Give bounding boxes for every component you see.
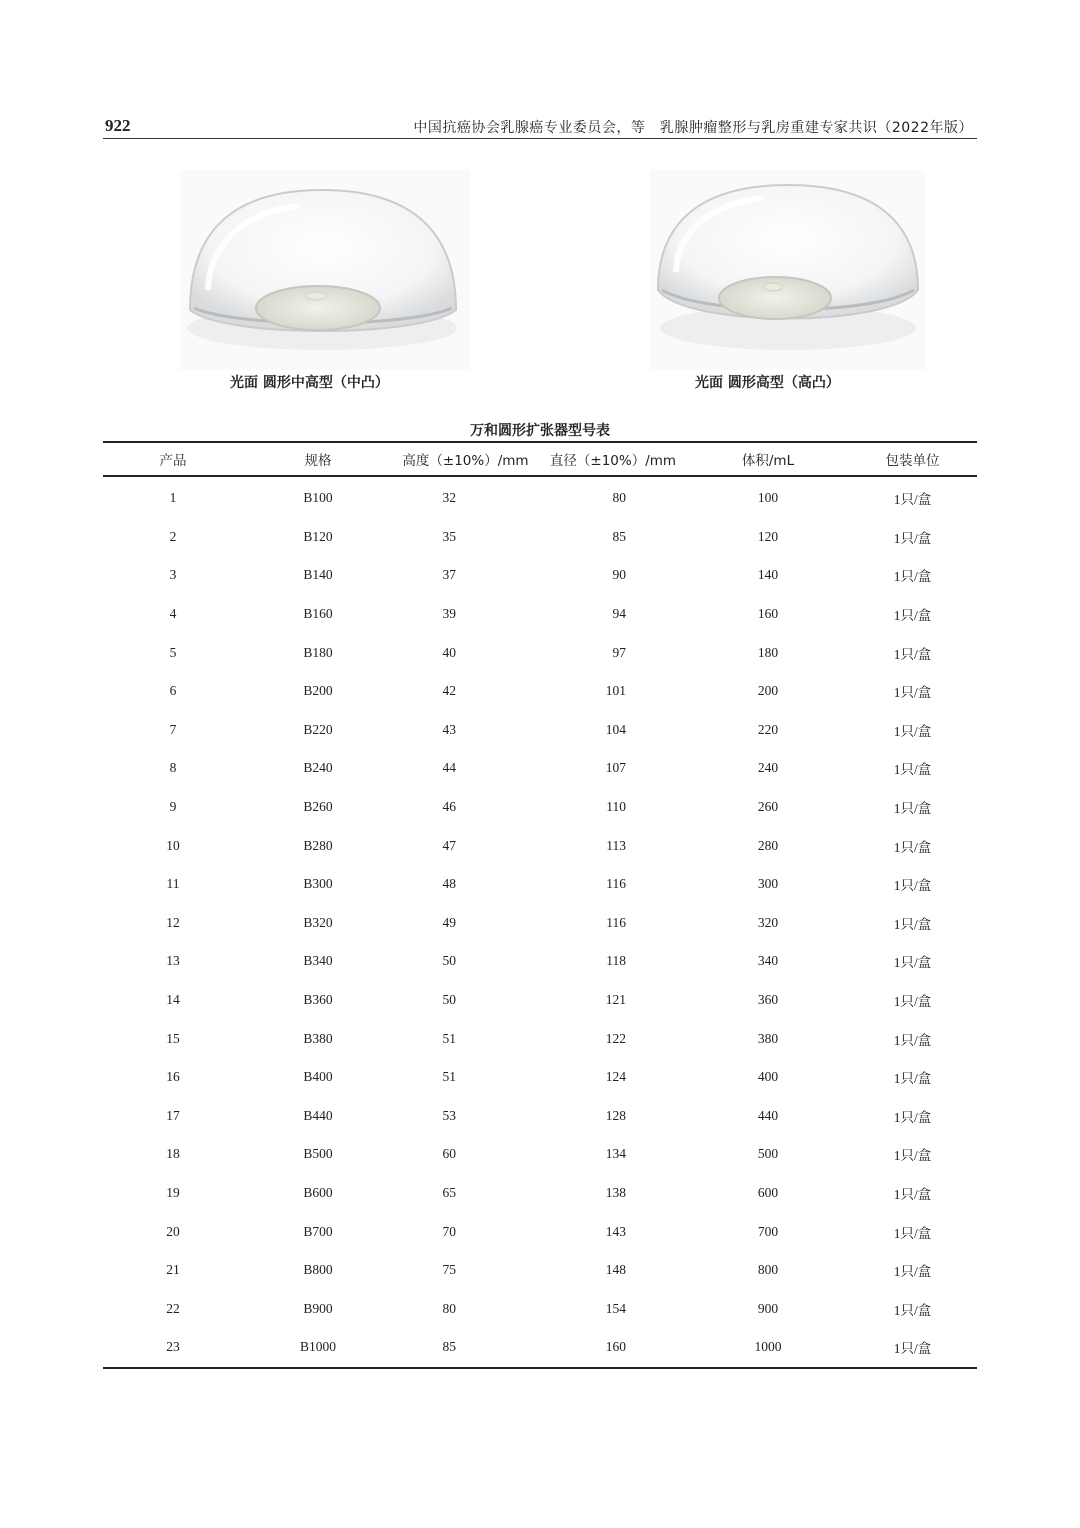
table-cell: 1只/盒 — [893, 762, 932, 778]
table-cell: 1只/盒 — [893, 1302, 932, 1318]
table-cell: 32 — [442, 490, 456, 506]
table-row — [103, 518, 977, 557]
table-cell: 143 — [605, 1223, 626, 1239]
table-cell: 340 — [757, 953, 779, 969]
table-cell: 20 — [166, 1223, 180, 1239]
table-cell: 11 — [166, 876, 180, 892]
table-cell: 240 — [757, 760, 779, 776]
table-cell: B500 — [303, 1146, 333, 1162]
table-cell: 138 — [605, 1184, 626, 1200]
column-header: 体积/mL — [688, 442, 848, 476]
table-row — [103, 633, 977, 672]
table-cell: 280 — [757, 837, 779, 853]
table-cell: 51 — [442, 1030, 456, 1046]
running-title: 中国抗癌协会乳腺癌专业委员会，等 乳腺肿瘤整形与乳房重建专家共识（2022年版） — [413, 120, 973, 136]
table-cell: 39 — [442, 606, 456, 622]
table-cell: 65 — [442, 1184, 456, 1200]
table-cell: 104 — [605, 721, 626, 737]
table-cell: 7 — [169, 721, 177, 737]
table-row — [103, 476, 977, 518]
table-row — [103, 981, 977, 1020]
table-cell: 140 — [757, 567, 779, 583]
table-cell: 70 — [442, 1223, 456, 1239]
table-cell: 49 — [442, 914, 456, 930]
table-cell: 800 — [757, 1262, 779, 1278]
table-cell: 1只/盒 — [893, 1109, 932, 1125]
table-cell: 110 — [606, 799, 626, 815]
table-cell: 5 — [169, 644, 177, 660]
table-cell: 97 — [612, 644, 626, 660]
table-cell: 128 — [605, 1107, 626, 1123]
table-cell: 80 — [442, 1300, 456, 1316]
table-cell: B300 — [303, 876, 333, 892]
table-cell: 85 — [393, 1328, 538, 1368]
table-cell: 16 — [166, 1069, 180, 1085]
table-cell: 100 — [757, 490, 779, 506]
table-cell: B800 — [303, 1262, 333, 1278]
table-cell: 160 — [757, 606, 779, 622]
table-cell: 48 — [442, 876, 456, 892]
figure-moderate-profile — [180, 170, 470, 370]
table-cell: 37 — [442, 567, 456, 583]
table-cell: B1000 — [243, 1328, 393, 1368]
table-cell: 53 — [442, 1107, 456, 1123]
column-header: 高度（±10%）/mm — [393, 442, 538, 476]
table-cell: B200 — [303, 683, 333, 699]
table-cell: 21 — [166, 1262, 180, 1278]
table-cell: 101 — [605, 683, 626, 699]
table-cell: 1 — [169, 490, 177, 506]
table-cell: 60 — [442, 1146, 456, 1162]
table-cell: 47 — [442, 837, 456, 853]
table-cell: 14 — [166, 992, 180, 1008]
table-cell: 1000 — [688, 1328, 848, 1368]
table-cell: 51 — [442, 1069, 456, 1085]
table-cell: 134 — [605, 1146, 626, 1162]
table-cell: 1只/盒 — [893, 955, 932, 971]
table-row — [103, 788, 977, 827]
table-cell: 1只/盒 — [893, 916, 932, 932]
table-row — [103, 749, 977, 788]
round-implant-expander-moderate-profile-icon — [180, 170, 470, 370]
table-cell: 200 — [757, 683, 779, 699]
table-cell: 22 — [166, 1300, 180, 1316]
table-cell: 1只/盒 — [893, 1148, 932, 1164]
table-cell: 160 — [538, 1328, 688, 1368]
table-cell: 90 — [612, 567, 626, 583]
column-header: 产品 — [103, 442, 243, 476]
table-cell: 23 — [103, 1328, 243, 1368]
table-row — [103, 1174, 977, 1213]
table-cell: 121 — [605, 992, 626, 1008]
table-row — [103, 1097, 977, 1136]
table-cell: 17 — [166, 1107, 180, 1123]
table-cell: B260 — [303, 799, 333, 815]
table-cell: 3 — [169, 567, 177, 583]
table-cell: 1只/盒 — [893, 878, 932, 894]
table-cell: 1只/盒 — [893, 569, 932, 585]
table-cell: 4 — [169, 606, 177, 622]
table-cell: B600 — [303, 1184, 333, 1200]
figure-high-profile — [650, 170, 925, 370]
table-cell: 118 — [606, 953, 626, 969]
table-cell: 180 — [757, 644, 779, 660]
table-cell: B220 — [303, 721, 333, 737]
table-cell: 107 — [605, 760, 626, 776]
table-body — [103, 476, 977, 1368]
table-cell: 85 — [612, 528, 626, 544]
table-row — [103, 1289, 977, 1328]
table-cell: 260 — [757, 799, 779, 815]
table-cell: 600 — [757, 1184, 779, 1200]
table-cell: B180 — [303, 644, 333, 660]
table-row — [103, 942, 977, 981]
table-cell: 2 — [169, 528, 177, 544]
table-cell: 1只/盒 — [893, 685, 932, 701]
table-cell: 1只/盒 — [893, 723, 932, 739]
table-cell: B340 — [303, 953, 333, 969]
table-cell: 116 — [606, 914, 626, 930]
table-cell: 360 — [757, 992, 779, 1008]
table-cell: 8 — [169, 760, 177, 776]
page-number: 922 — [105, 116, 131, 135]
table-cell: 1只/盒 — [893, 1186, 932, 1202]
table-row — [103, 556, 977, 595]
table-cell: 122 — [605, 1030, 626, 1046]
table-cell: 154 — [605, 1300, 626, 1316]
table-row — [103, 826, 977, 865]
column-header: 包装单位 — [848, 442, 977, 476]
table-cell: 46 — [442, 799, 456, 815]
table-cell: B320 — [303, 914, 333, 930]
table-cell: 120 — [757, 528, 779, 544]
table-row — [103, 865, 977, 904]
table-cell: 380 — [757, 1030, 779, 1046]
round-implant-expander-high-profile-icon — [650, 170, 925, 370]
column-header: 规格 — [243, 442, 393, 476]
table-cell: B140 — [303, 567, 333, 583]
table-cell: 500 — [757, 1146, 779, 1162]
table-cell: 12 — [166, 914, 180, 930]
table-row — [103, 672, 977, 711]
table-cell: 6 — [169, 683, 177, 699]
table-cell: B360 — [303, 992, 333, 1008]
table-cell: 50 — [442, 953, 456, 969]
table-cell: 1只/盒 — [848, 1328, 977, 1368]
table-cell: 320 — [757, 914, 779, 930]
table-cell: 50 — [442, 992, 456, 1008]
column-header: 直径（±10%）/mm — [538, 442, 688, 476]
figure-caption-high-profile: 光面 圆形高型（高凸） — [695, 375, 840, 391]
table-cell: 1只/盒 — [893, 1071, 932, 1087]
table-row — [103, 1328, 977, 1368]
table-cell: 440 — [757, 1107, 779, 1123]
table-cell: 1只/盒 — [893, 801, 932, 817]
table-cell: B900 — [303, 1300, 333, 1316]
table-cell: B280 — [303, 837, 333, 853]
table-cell: 113 — [606, 837, 626, 853]
table-cell: 1只/盒 — [893, 1032, 932, 1048]
table-cell: 1只/盒 — [893, 646, 932, 662]
table-cell: 43 — [442, 721, 456, 737]
table-cell: 900 — [757, 1300, 779, 1316]
table-cell: 700 — [757, 1223, 779, 1239]
table-row — [103, 1251, 977, 1290]
table-cell: 1只/盒 — [893, 608, 932, 624]
expander-spec-table — [103, 441, 977, 1369]
table-cell: B160 — [303, 606, 333, 622]
table-cell: 13 — [166, 953, 180, 969]
table-cell: B400 — [303, 1069, 333, 1085]
table-cell: 35 — [442, 528, 456, 544]
table-row — [103, 904, 977, 943]
table-row — [103, 1019, 977, 1058]
table-cell: 44 — [442, 760, 456, 776]
table-cell: 10 — [166, 837, 180, 853]
table-cell: 19 — [166, 1184, 180, 1200]
table-row — [103, 711, 977, 750]
table-cell: 1只/盒 — [893, 994, 932, 1010]
table-header-row — [103, 442, 977, 476]
table-cell: 40 — [442, 644, 456, 660]
table-cell: B440 — [303, 1107, 333, 1123]
table-cell: 9 — [169, 799, 177, 815]
table-cell: 1只/盒 — [893, 1264, 932, 1280]
table-cell: B100 — [303, 490, 333, 506]
table-cell: 94 — [612, 606, 626, 622]
table-cell: B120 — [303, 528, 333, 544]
table-row — [103, 1212, 977, 1251]
table-cell: 124 — [605, 1069, 626, 1085]
table-cell: 300 — [757, 876, 779, 892]
table-row — [103, 1135, 977, 1174]
table-cell: B380 — [303, 1030, 333, 1046]
table-cell: 75 — [442, 1262, 456, 1278]
table-cell: 15 — [166, 1030, 180, 1046]
table-cell: 18 — [166, 1146, 180, 1162]
table-title: 万和圆形扩张器型号表 — [470, 423, 610, 439]
table-row — [103, 595, 977, 634]
table-cell: 220 — [757, 721, 779, 737]
table-cell: 116 — [606, 876, 626, 892]
table-cell: 80 — [612, 490, 626, 506]
table-row — [103, 1058, 977, 1097]
table-cell: 1只/盒 — [893, 1225, 932, 1241]
table-cell: B700 — [303, 1223, 333, 1239]
table-cell: 1只/盒 — [893, 492, 932, 508]
table-cell: 400 — [757, 1069, 779, 1085]
table-cell: B240 — [303, 760, 333, 776]
table-cell: 42 — [442, 683, 456, 699]
table-cell: 1只/盒 — [893, 530, 932, 546]
page-header — [103, 116, 977, 139]
figure-caption-moderate-profile: 光面 圆形中高型（中凸） — [230, 375, 389, 391]
table-cell: 1只/盒 — [893, 839, 932, 855]
table-cell: 148 — [605, 1262, 626, 1278]
